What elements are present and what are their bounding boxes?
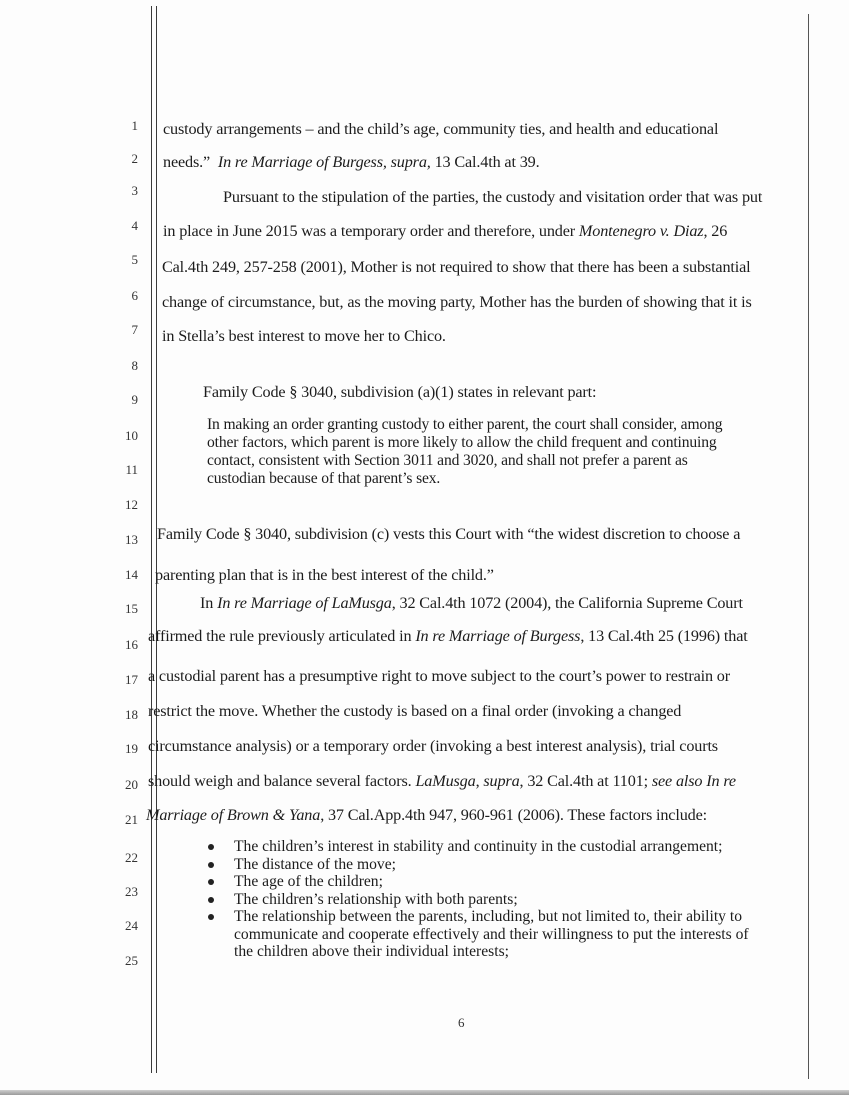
bullet-icon (208, 844, 214, 850)
text-line-15 (200, 594, 743, 613)
line-number: 9 (131, 392, 138, 407)
page-number: 6 (458, 1015, 465, 1030)
text: should weigh and balance several factors. (148, 772, 412, 790)
text-line-19: circumstance analysis) or a temporary order (invoking a best interest analysis), trial courts (148, 737, 718, 755)
quote-line: contact, consistent with Section 3011 and 3020, and shall not prefer a parent as (207, 452, 688, 469)
quote-line: other factors, which parent is more likely to allow the child frequent and continuing (207, 434, 717, 451)
list-item-text: The children’s interest in stability and continuity in the custodial arrangement; (234, 838, 723, 855)
text-line-20 (148, 772, 736, 791)
text: , 37 Cal.App.4th 947, 960-961 (2006). These factors include: (320, 806, 707, 824)
line-number: 6 (131, 288, 138, 303)
text-line-18: restrict the move. Whether the custody is based on a final order (invoking a changed (148, 702, 682, 720)
line-number: 21 (125, 812, 138, 827)
text-line-7: in Stella’s best interest to move her to Chico. (162, 327, 446, 345)
case-citation: Montenegro v. Diaz (578, 222, 704, 240)
line-number: 25 (125, 953, 138, 968)
text: In (200, 594, 214, 612)
list-item-text: The distance of the move; (234, 855, 396, 873)
list-item-text: The children’s relationship with both parents; (234, 890, 518, 908)
list-item-continuation (208, 926, 749, 944)
text: in place in June 2015 was a temporary order and therefore, under (163, 222, 576, 240)
list-item (208, 891, 749, 909)
text: , 26 (703, 222, 728, 240)
text-line-14: parenting plan that is in the best interest of the child.” (155, 566, 494, 584)
left-margin-rule (151, 6, 152, 1073)
list-item-continuation (208, 943, 749, 961)
factors-list (208, 838, 749, 961)
text: affirmed the rule previously articulated in (148, 627, 412, 645)
line-number: 3 (131, 183, 138, 198)
list-item (208, 908, 749, 926)
case-citation: see also In re (651, 772, 736, 790)
case-citation: In re Marriage of LaMusga (217, 594, 392, 612)
list-item-text: the children above their individual interests; (234, 943, 509, 960)
text: , 32 Cal.4th at 1101; (519, 772, 648, 790)
text-line-5: Cal.4th 249, 257-258 (2001), Mother is not required to show that there has been a substantial (162, 258, 751, 276)
line-number: 2 (131, 151, 138, 166)
scan-bottom-edge (0, 1090, 849, 1095)
text-line-16 (148, 627, 748, 646)
bullet-icon (208, 897, 214, 903)
line-number: 19 (125, 741, 138, 756)
line-number: 13 (125, 532, 138, 547)
bullet-icon (208, 914, 214, 920)
line-number: 23 (125, 884, 138, 899)
line-number: 24 (125, 918, 138, 933)
text-line-17: a custodial parent has a presumptive right to move subject to the court’s power to restrain or (148, 667, 730, 685)
text-line-21 (146, 806, 707, 825)
line-number: 5 (131, 252, 138, 267)
line-number: 10 (125, 428, 138, 443)
list-item-text: The age of the children; (234, 873, 383, 890)
case-citation: Marriage of Brown & Yana (146, 806, 321, 824)
line-number: 17 (125, 672, 138, 687)
line-number: 20 (125, 777, 138, 792)
line-number: 22 (125, 850, 138, 865)
line-number: 16 (125, 637, 138, 652)
text-line-6: change of circumstance, but, as the moving party, Mother has the burden of showing that it is (162, 293, 752, 311)
text-line-3: Pursuant to the stipulation of the parties, the custody and visitation order that was put (223, 188, 763, 206)
line-number: 11 (125, 462, 138, 477)
text: needs.” (163, 153, 211, 171)
text-line-13: Family Code § 3040, subdivision (c) vests this Court with “the widest discretion to choose a (157, 525, 741, 543)
bullet-icon (208, 879, 214, 885)
text-line-9: Family Code § 3040, subdivision (a)(1) states in relevant part: (203, 383, 597, 401)
case-citation: LaMusga (415, 772, 476, 790)
line-number: 18 (125, 707, 138, 722)
quote-line: custodian because of that parent’s sex. (207, 470, 441, 487)
case-citation: supra (483, 772, 520, 790)
line-number: 12 (125, 497, 138, 512)
case-citation: In re Marriage of Burgess (415, 627, 581, 645)
line-number: 15 (125, 601, 138, 616)
line-number: 14 (125, 567, 138, 582)
list-item-text: The relationship between the parents, including, but not limited to, their ability to (234, 908, 742, 925)
bullet-icon (208, 862, 214, 868)
line-number: 4 (131, 218, 138, 233)
text: , (475, 772, 480, 790)
text: 13 Cal.4th at 39. (434, 153, 540, 171)
line-number: 1 (131, 118, 138, 133)
text: , 32 Cal.4th 1072 (2004), the California Supreme Court (391, 594, 743, 612)
case-citation: In re Marriage of Burgess, supra, (217, 153, 431, 171)
text-line-1: custody arrangements – and the child’s age, community ties, and health and educational (163, 120, 719, 138)
line-number: 8 (131, 358, 138, 373)
list-item (208, 856, 749, 874)
text: , 13 Cal.4th 25 (1996) that (580, 627, 748, 645)
quote-line: In making an order granting custody to either parent, the court shall consider, among (207, 416, 723, 433)
list-item-text: communicate and cooperate effectively and their willingness to put the interests of (234, 925, 749, 943)
line-number: 7 (131, 322, 138, 337)
text-line-2 (163, 153, 539, 172)
list-item (208, 873, 749, 891)
text-line-4 (163, 222, 727, 241)
right-margin-rule (808, 14, 809, 1079)
list-item (208, 838, 749, 856)
